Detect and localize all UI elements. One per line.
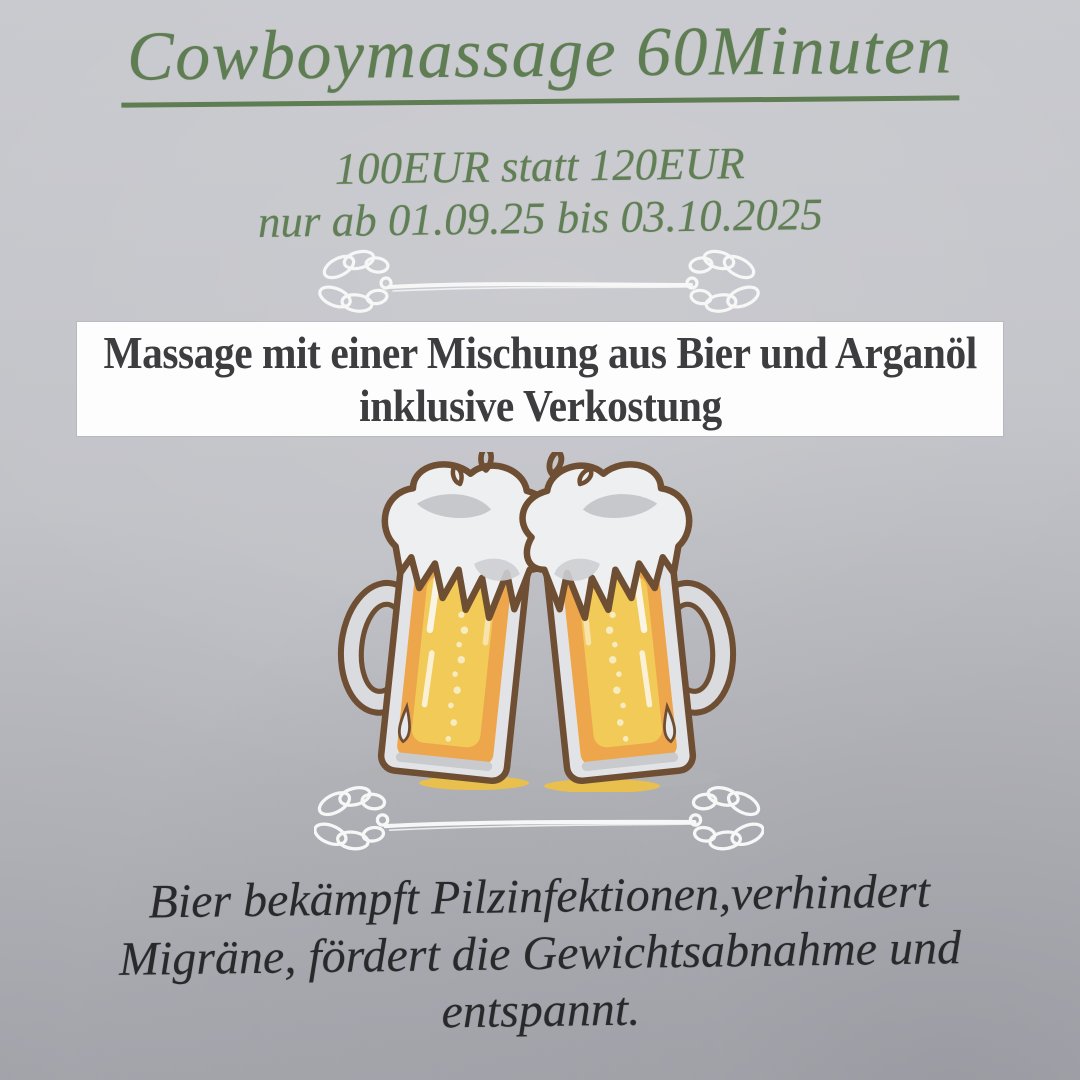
page-title: Cowboymassage 60Minuten bbox=[121, 10, 960, 107]
date-range-text: nur ab 01.09.25 bis 03.10.2025 bbox=[257, 189, 824, 247]
benefits-line-1: Bier bekämpft Pilzinfektionen,verhindert bbox=[148, 864, 931, 929]
price-text: 100EUR statt 120EUR bbox=[334, 138, 745, 194]
banner-line-1: Massage mit einer Mischung aus Bier und Arganöl bbox=[103, 327, 977, 378]
benefits-line-3: entspannt. bbox=[441, 982, 641, 1039]
banner-line-2: inklusive Verkostung bbox=[358, 380, 722, 431]
laurel-divider-icon bbox=[318, 245, 760, 325]
beer-mugs-cheers-icon bbox=[322, 452, 762, 792]
title-wrap bbox=[0, 9, 1080, 108]
benefits-line-2: Migräne, fördert die Gewichtsabnahme und bbox=[118, 921, 962, 986]
benefits-text bbox=[0, 860, 1080, 1046]
offer-block bbox=[0, 132, 1080, 251]
promo-banner bbox=[77, 322, 1003, 436]
laurel-divider-icon bbox=[314, 781, 764, 863]
